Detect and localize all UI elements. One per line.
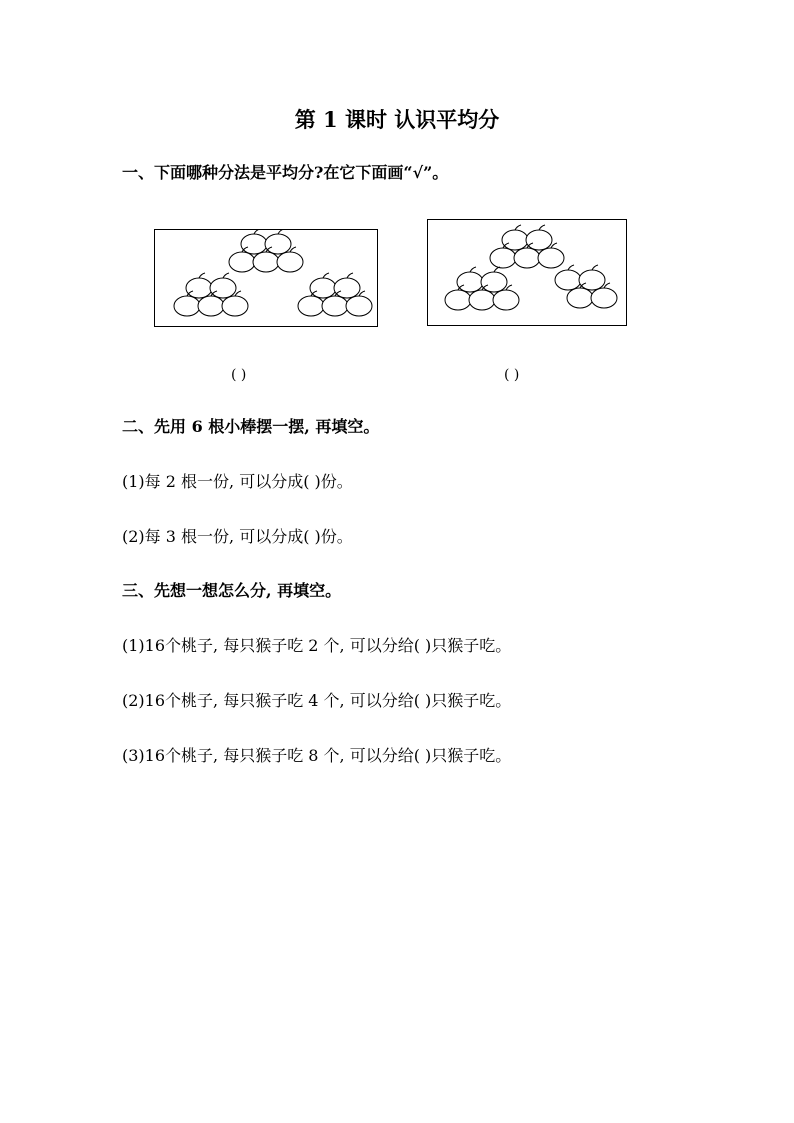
section-3-question-2: (2)16个桃子, 每只猴子吃 4 个, 可以分给( )只猴子吃。: [122, 691, 512, 710]
answer-blank-right[interactable]: ( ): [504, 367, 520, 383]
page-title: 第 1 课时 认识平均分: [294, 107, 500, 132]
section-3-heading: 三、先想一想怎么分, 再填空。: [122, 581, 342, 600]
apple-groups-equal-image: [155, 230, 377, 326]
picture-unequal-share: [427, 219, 627, 326]
apple-group-right: [298, 273, 372, 316]
apple-group-left: [445, 267, 519, 310]
apple-group-right: [555, 265, 617, 308]
apple-group-top: [229, 230, 303, 272]
apple-groups-unequal-image: [428, 220, 626, 325]
section-2-question-1: (1)每 2 根一份, 可以分成( )份。: [122, 472, 353, 491]
section-2-question-2: (2)每 3 根一份, 可以分成( )份。: [122, 527, 353, 546]
picture-equal-share: [154, 229, 378, 327]
section-2-heading: 二、先用 6 根小棒摆一摆, 再填空。: [122, 417, 380, 436]
section-3-question-3: (3)16个桃子, 每只猴子吃 8 个, 可以分给( )只猴子吃。: [122, 746, 512, 765]
answer-blank-left[interactable]: ( ): [231, 367, 247, 383]
section-1-heading: 一、下面哪种分法是平均分?在它下面画“√”。: [122, 163, 449, 182]
apple-group-top: [490, 225, 564, 268]
apple-group-left: [174, 273, 248, 316]
section-3-question-1: (1)16个桃子, 每只猴子吃 2 个, 可以分给( )只猴子吃。: [122, 636, 512, 655]
